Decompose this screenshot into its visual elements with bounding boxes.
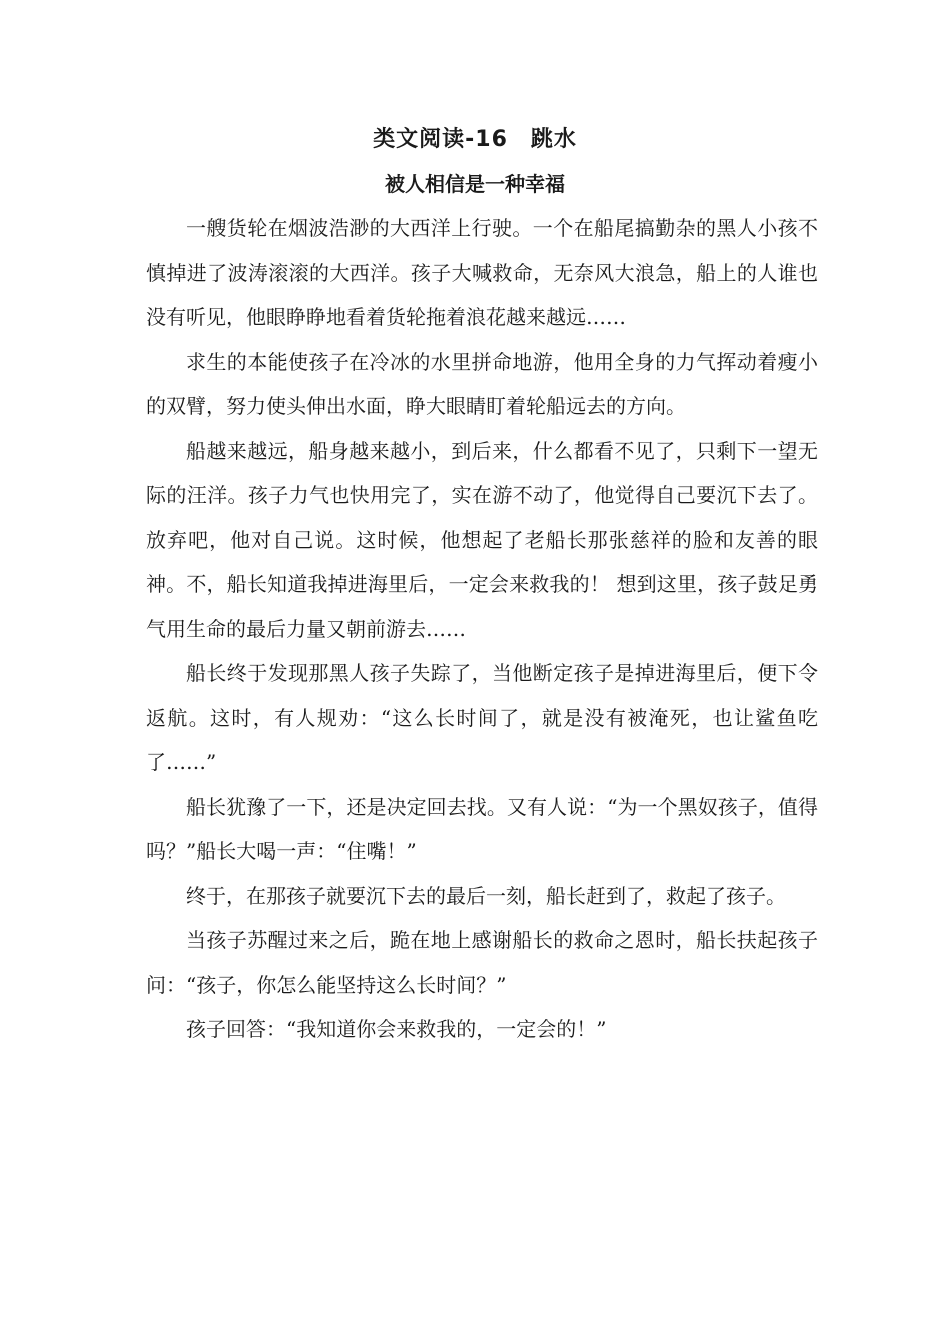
paragraph: 终于，在那孩子就要沉下去的最后一刻，船长赶到了，救起了孩子。	[186, 883, 786, 908]
paragraph: 船长犹豫了一下，还是决定回去找。又有人说：“为一个黑奴孩子，值得吗？”船长大喝一声：“住嘴！”	[146, 794, 818, 863]
paragraph: 船长终于发现那黑人孩子失踪了，当他断定孩子是掉进海里后，便下令返航。这时，有人规劝：“这么长时间了，就是没有被淹死，也让鲨鱼吃了……”	[146, 661, 818, 774]
paragraph: 船越来越远，船身越来越小，到后来，什么都看不见了，只剩下一望无际的汪洋。孩子力气也快用完了，实在游不动了，他觉得自己要沉下去了。放弃吧，他对自己说。这时候，他想起了老船长那张慈祥的脸和友善的眼神。不，船长知道我掉进海里后，一定会来救我的！ 想到这里，孩子鼓足勇气用生命的最后力量又朝前游去……	[146, 438, 818, 641]
article-subtitle: 被人相信是一种幸福	[385, 172, 565, 196]
document-title: 类文阅读-16 跳水	[373, 127, 577, 152]
paragraph: 求生的本能使孩子在冷冰的水里拼命地游，他用全身的力气挥动着瘦小的双臂，努力使头伸出水面，睁大眼睛盯着轮船远去的方向。	[146, 349, 818, 418]
paragraph: 当孩子苏醒过来之后，跪在地上感谢船长的救命之恩时，船长扶起孩子问：“孩子，你怎么能坚持这么长时间？”	[146, 928, 818, 997]
paragraph: 孩子回答：“我知道你会来救我的，一定会的！”	[186, 1017, 607, 1041]
paragraph: 一艘货轮在烟波浩渺的大西洋上行驶。一个在船尾搞勤杂的黑人小孩不慎掉进了波涛滚滚的大西洋。孩子大喊救命，无奈风大浪急，船上的人谁也没有听见，他眼睁睁地看着货轮拖着浪花越来越远……	[146, 216, 818, 329]
article-body	[146, 206, 818, 1052]
